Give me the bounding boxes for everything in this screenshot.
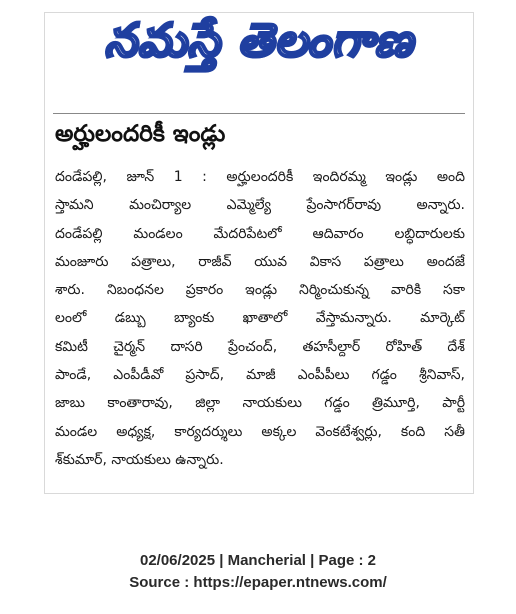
- article-line: కమిటీ చైర్మన్ దాసరి ప్రేంచంద్, తహసీల్దార్ రోహిత్ దేశ్: [55, 338, 465, 355]
- publication-date-line: 02/06/2025 | Mancherial | Page : 2: [139, 552, 377, 569]
- article-line: దండేపల్లి మండలం మేదరిపేటలో ఆదివారం లబ్ధిదారులకు: [55, 225, 465, 242]
- source-url-line: Source : https://epaper.ntnews.com/: [129, 574, 387, 591]
- article-line: శారు. నిబంధనల ప్రకారం ఇండ్లు నిర్మించుకున్న వారికి సకా: [55, 282, 465, 299]
- article-body: [55, 163, 465, 474]
- article-line: మండల అధ్యక్ష, కార్యదర్శులు అక్కల వెంకటేశ్వర్లు, కంది సతీ: [55, 423, 465, 440]
- article-line: స్తామని మంచిర్యాల ఎమ్మెల్యే ప్రేంసాగర్‌రావు అన్నారు.: [55, 197, 465, 214]
- cut-off-previous-text: [57, 101, 277, 107]
- article-line: పాండే, ఎంపీడీవో ప్రసాద్, మాజీ ఎంపీపీలు గడ్డం శ్రీనివాస్,: [55, 367, 465, 384]
- article-line: మంజూరు పత్రాలు, రాజీవ్ యువ వికాస పత్రాలు అందజే: [55, 253, 465, 270]
- article-line: శ్‌కుమార్, నాయకులు ఉన్నారు.: [55, 451, 224, 468]
- headline-divider: [53, 113, 465, 114]
- masthead: [45, 13, 473, 79]
- article-line: దండేపల్లి, జూన్ 1 : అర్హులందరికీ ఇందిరమ్మ ఇండ్లు అంది: [55, 169, 465, 185]
- article-headline: అర్హులందరికీ ఇండ్లు: [55, 121, 226, 147]
- newspaper-clipping: [44, 12, 474, 494]
- source-footer: [0, 550, 516, 594]
- article-line: లంలో డబ్బు బ్యాంకు ఖాతాలో వేస్తామన్నారు. మార్కెట్: [55, 310, 465, 327]
- masthead-title: నమస్తే తెలంగాణ: [104, 13, 414, 67]
- article-line: జాబు కాంతారావు, జిల్లా నాయకులు గడ్డం త్రిమూర్తి, పార్టీ: [55, 395, 465, 412]
